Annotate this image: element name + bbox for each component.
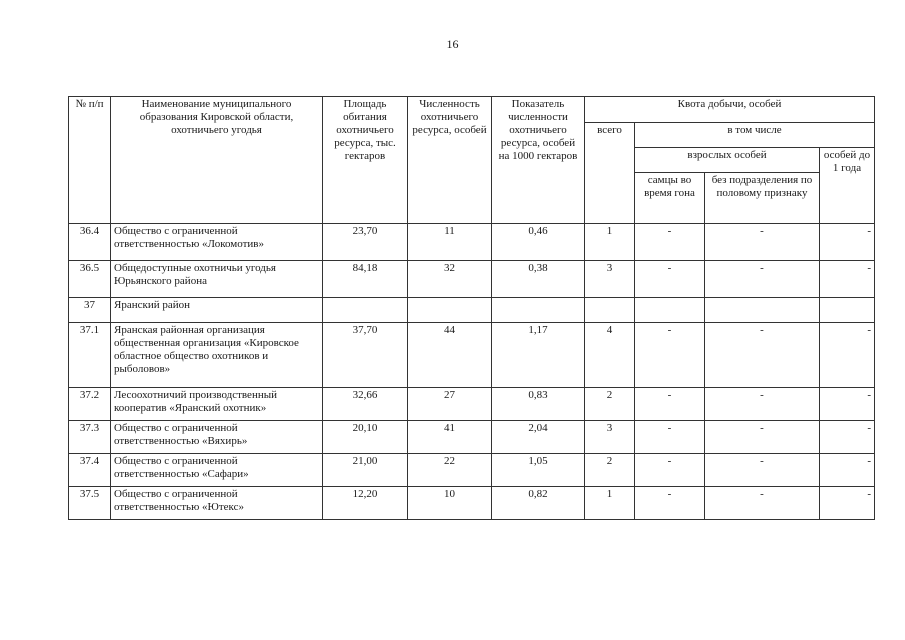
cell-no-sex: - — [705, 261, 820, 298]
cell-indicator — [492, 298, 585, 323]
cell-name: Общество с ограниченной ответственностью «Вяхирь» — [111, 421, 323, 454]
cell-young: - — [820, 323, 875, 388]
cell-total: 2 — [585, 454, 635, 487]
cell-num: 37.1 — [69, 323, 111, 388]
cell-indicator: 0,82 — [492, 487, 585, 520]
cell-area: 37,70 — [323, 323, 408, 388]
header-young: особей до 1 года — [820, 148, 875, 224]
cell-num: 36.5 — [69, 261, 111, 298]
hunting-quota-table — [68, 96, 875, 520]
header-num: № п/п — [69, 97, 111, 224]
table-row — [69, 261, 875, 298]
cell-area: 84,18 — [323, 261, 408, 298]
cell-name: Общество с ограниченной ответственностью «Локомотив» — [111, 224, 323, 261]
cell-area: 32,66 — [323, 388, 408, 421]
header-name: Наименование муниципального образования Кировской области, охотничьего угодья — [111, 97, 323, 224]
table-header — [69, 97, 875, 224]
cell-name: Яранский район — [111, 298, 323, 323]
cell-males: - — [635, 224, 705, 261]
cell-no-sex — [705, 298, 820, 323]
cell-count: 44 — [408, 323, 492, 388]
cell-num: 36.4 — [69, 224, 111, 261]
cell-indicator: 1,05 — [492, 454, 585, 487]
cell-males: - — [635, 487, 705, 520]
cell-area: 12,20 — [323, 487, 408, 520]
cell-name: Общество с ограниченной ответственностью «Сафари» — [111, 454, 323, 487]
table-row — [69, 421, 875, 454]
cell-young: - — [820, 261, 875, 298]
header-indicator: Показатель численности охотничьего ресурса, особей на 1000 гектаров — [492, 97, 585, 224]
header-area: Площадь обитания охотничьего ресурса, тыс. гектаров — [323, 97, 408, 224]
cell-no-sex: - — [705, 224, 820, 261]
cell-no-sex: - — [705, 454, 820, 487]
cell-no-sex: - — [705, 323, 820, 388]
table-body — [69, 224, 875, 520]
cell-indicator: 0,83 — [492, 388, 585, 421]
cell-males: - — [635, 323, 705, 388]
cell-indicator: 2,04 — [492, 421, 585, 454]
header-including: в том числе — [635, 123, 875, 148]
cell-count: 41 — [408, 421, 492, 454]
cell-young: - — [820, 421, 875, 454]
cell-indicator: 0,46 — [492, 224, 585, 261]
header-total: всего — [585, 123, 635, 224]
cell-num: 37.4 — [69, 454, 111, 487]
cell-count: 10 — [408, 487, 492, 520]
cell-num: 37 — [69, 298, 111, 323]
cell-males: - — [635, 261, 705, 298]
table-row — [69, 298, 875, 323]
cell-total: 2 — [585, 388, 635, 421]
cell-young: - — [820, 487, 875, 520]
cell-males: - — [635, 421, 705, 454]
cell-males: - — [635, 454, 705, 487]
cell-area: 21,00 — [323, 454, 408, 487]
cell-count — [408, 298, 492, 323]
cell-young: - — [820, 388, 875, 421]
cell-area: 23,70 — [323, 224, 408, 261]
cell-indicator: 1,17 — [492, 323, 585, 388]
cell-total: 3 — [585, 421, 635, 454]
cell-count: 27 — [408, 388, 492, 421]
cell-num: 37.2 — [69, 388, 111, 421]
cell-males: - — [635, 388, 705, 421]
cell-count: 11 — [408, 224, 492, 261]
cell-total: 1 — [585, 487, 635, 520]
table-row — [69, 323, 875, 388]
cell-young: - — [820, 224, 875, 261]
cell-no-sex: - — [705, 421, 820, 454]
cell-no-sex: - — [705, 487, 820, 520]
cell-young — [820, 298, 875, 323]
header-count: Численность охотничьего ресурса, особей — [408, 97, 492, 224]
page-number: 16 — [446, 37, 459, 51]
cell-name: Лесоохотничий производственный кооператив «Яранский охотник» — [111, 388, 323, 421]
header-no-sex: без подразделения по половому признаку — [705, 173, 820, 224]
cell-total: 1 — [585, 224, 635, 261]
cell-total: 4 — [585, 323, 635, 388]
cell-name: Общество с ограниченной ответственностью «Ютекс» — [111, 487, 323, 520]
cell-no-sex: - — [705, 388, 820, 421]
cell-count: 32 — [408, 261, 492, 298]
cell-males — [635, 298, 705, 323]
table-row — [69, 454, 875, 487]
cell-young: - — [820, 454, 875, 487]
table-row — [69, 224, 875, 261]
cell-area: 20,10 — [323, 421, 408, 454]
table-row — [69, 487, 875, 520]
cell-name: Яранская районная организация общественная организация «Кировское областное общество охотников и рыболовов» — [111, 323, 323, 388]
cell-total: 3 — [585, 261, 635, 298]
table-row — [69, 388, 875, 421]
cell-num: 37.5 — [69, 487, 111, 520]
header-males: самцы во время гона — [635, 173, 705, 224]
cell-total — [585, 298, 635, 323]
cell-count: 22 — [408, 454, 492, 487]
cell-indicator: 0,38 — [492, 261, 585, 298]
header-adults: взрослых особей — [635, 148, 820, 173]
cell-num: 37.3 — [69, 421, 111, 454]
cell-name: Общедоступные охотничьи угодья Юрьянского района — [111, 261, 323, 298]
header-quota: Квота добычи, особей — [585, 97, 875, 123]
cell-area — [323, 298, 408, 323]
